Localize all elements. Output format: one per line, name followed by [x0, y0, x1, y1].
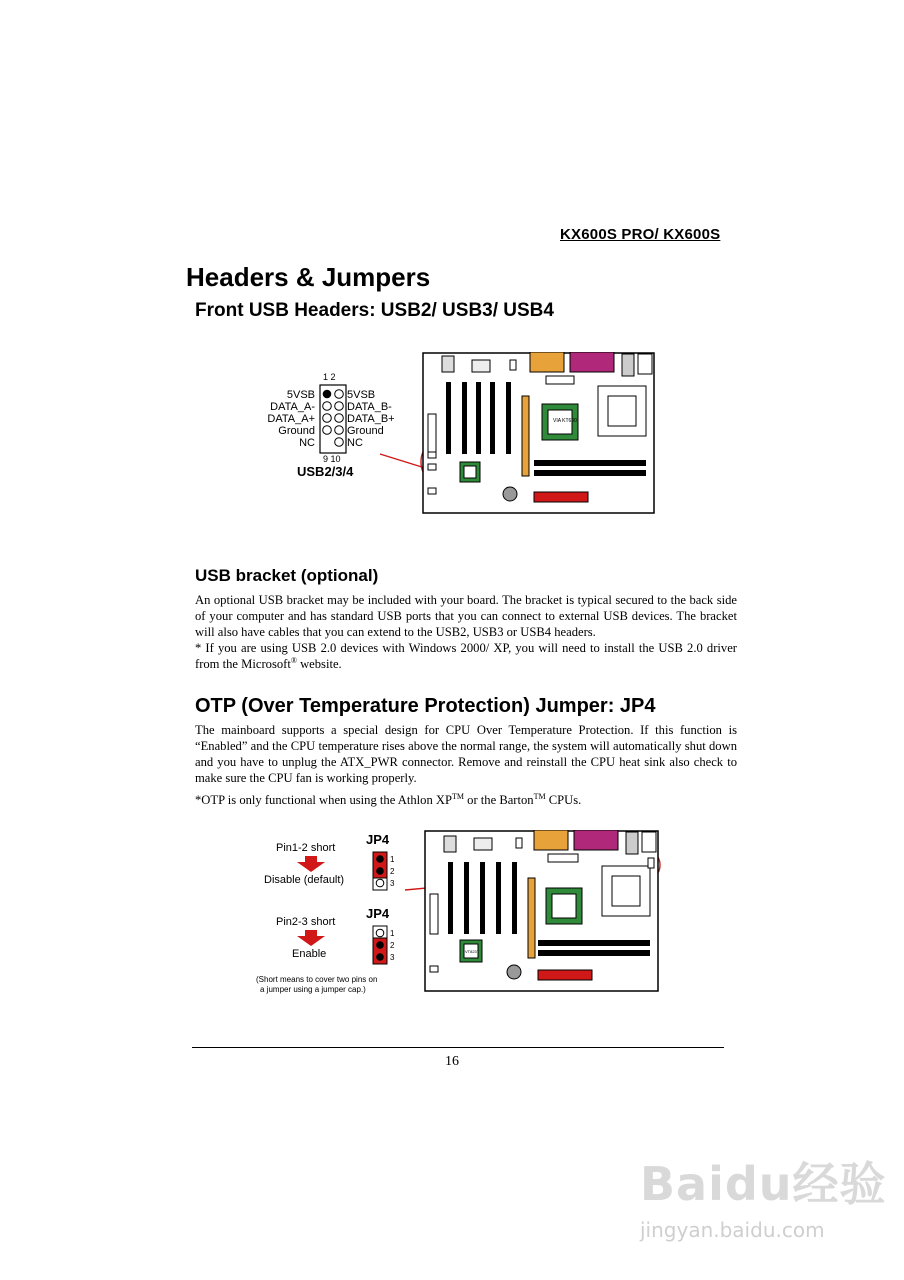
otp-paragraph: The mainboard supports a special design for CPU Over Temperature Protection. If this function is “Enabled” and the CPU temperature rises above the normal range, the system will automatically shut down and you have to unplug the ATX_PWR connector. Remove and reinstall the CPU heat sink also check to make sure the CPU fan is working properly. — [195, 723, 737, 785]
right-label: DATA_B+ — [347, 413, 395, 425]
left-label: DATA_A- — [270, 401, 315, 413]
usb-pin-10 — [335, 438, 344, 447]
footnote-line2: a jumper using a jumper cap.) — [260, 985, 366, 994]
usb-pin-6 — [335, 414, 344, 423]
baidu-watermark-logo: Baidu经验 — [640, 1157, 887, 1211]
usb-pin-5 — [323, 414, 332, 423]
footnote-line1: (Short means to cover two pins on — [256, 975, 378, 984]
left-label: NC — [299, 437, 315, 449]
north-bridge-label: VIA KT600 — [553, 418, 577, 424]
right-label: Ground — [347, 425, 384, 437]
usb-pin-4 — [335, 402, 344, 411]
pin-label: 1 — [390, 929, 395, 938]
right-label: NC — [347, 437, 363, 449]
otp-note-part2: or the Barton — [464, 793, 534, 807]
motherboard-diagram-jp4 — [424, 830, 659, 992]
registered-mark: ® — [290, 655, 297, 665]
left-label: Ground — [278, 425, 315, 437]
arrow-down-icon — [297, 930, 325, 946]
tm-mark: TM — [533, 791, 546, 801]
left-label: DATA_A+ — [267, 413, 315, 425]
pin-numbers-top: 1 2 — [323, 372, 336, 382]
pin-label: 3 — [390, 953, 395, 962]
jp4-label: JP4 — [366, 906, 390, 921]
pin-label: 2 — [390, 867, 395, 876]
usb-pin-7 — [323, 426, 332, 435]
pin-label: 2 — [390, 941, 395, 950]
option2-pins: Pin2-3 short — [276, 916, 336, 928]
footer-rule — [192, 1047, 724, 1048]
usb2-note-end: website. — [296, 657, 342, 671]
page-title: Headers & Jumpers — [186, 262, 431, 292]
tm-mark: TM — [452, 791, 464, 801]
otp-heading: OTP (Over Temperature Protection) Jumper: JP4 — [195, 695, 656, 717]
jp4-jumper-diagram — [250, 830, 420, 1000]
usb-bracket-heading: USB bracket (optional) — [195, 566, 379, 585]
option1-result: Disable (default) — [264, 874, 345, 886]
usb-bracket-paragraph: An optional USB bracket may be included with your board. The bracket is typical secured to the back side of your computer and has standard USB ports that you can connect to external USB devices. The bracket will also have cables that you can extend to the USB2, USB3 or USB4 headers. — [195, 593, 737, 639]
model-header: KX600S PRO/ KX600S — [560, 226, 721, 243]
pin-label: 3 — [390, 879, 395, 888]
usb-bracket-text — [195, 592, 737, 672]
usb2-note: * If you are using USB 2.0 devices with Windows 2000/ XP, you will need to install the USB 2.0 driver from the Microsoft — [195, 641, 737, 671]
arrow-down-icon — [297, 856, 325, 872]
page-number: 16 — [445, 1054, 459, 1069]
baidu-watermark-url: jingyan.baidu.com — [640, 1218, 825, 1242]
usb-headers-heading: Front USB Headers: USB2/ USB3/ USB4 — [195, 300, 554, 321]
option1-pins: Pin1-2 short — [276, 842, 336, 854]
pin-label: 1 — [390, 855, 395, 864]
south-bridge-label: VT8237 — [465, 949, 480, 954]
usb-pin-8 — [335, 426, 344, 435]
usb-pin-2 — [335, 390, 344, 399]
right-label: DATA_B- — [347, 401, 392, 413]
left-label: 5VSB — [286, 389, 315, 401]
otp-note — [195, 792, 737, 808]
usb-header-caption: USB2/3/4 — [297, 464, 354, 479]
jp4-label: JP4 — [366, 832, 390, 847]
otp-note-part1: *OTP is only functional when using the Athlon XP — [195, 793, 452, 807]
usb-pin-1 — [323, 390, 332, 399]
motherboard-diagram-usb — [422, 352, 655, 514]
right-label: 5VSB — [347, 389, 376, 401]
pin-numbers-bottom: 9 10 — [323, 454, 341, 464]
otp-note-part3: CPUs. — [545, 793, 582, 807]
usb-pin-3 — [323, 402, 332, 411]
option2-result: Enable — [292, 948, 327, 960]
